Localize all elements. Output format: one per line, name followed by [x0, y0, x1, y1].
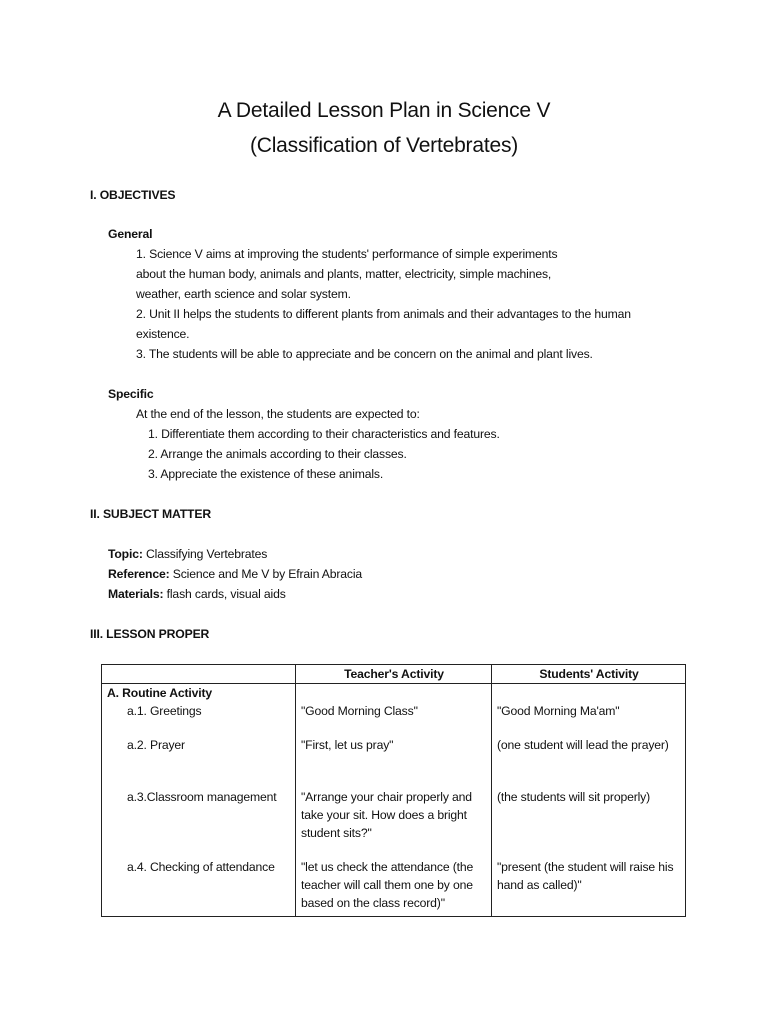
general-line-4: 2. Unit II helps the students to different plants from animals and their advantages to the human: [136, 307, 631, 321]
students-attendance: "present (the student will raise his hand as called)": [497, 860, 674, 892]
reference-label: Reference:: [108, 567, 170, 581]
topic-value: Classifying Vertebrates: [142, 547, 268, 561]
activity-column-cell: [102, 684, 296, 917]
document-title: A Detailed Lesson Plan in Science V: [217, 99, 551, 122]
document-subtitle: (Classification of Vertebrates): [249, 134, 519, 157]
materials-label: Materials:: [108, 587, 164, 601]
general-line-1: 1. Science V aims at improving the students' performance of simple experiments: [136, 247, 558, 261]
header-activity-cell: [102, 665, 296, 684]
objectives-heading: I. OBJECTIVES: [90, 188, 176, 202]
students-greetings: "Good Morning Ma'am": [497, 704, 620, 718]
general-line-6: 3. The students will be able to appreciate and be concern on the animal and plant lives.: [136, 347, 593, 361]
students-prayer: (one student will lead the prayer): [497, 738, 669, 752]
specific-item-1: 1. Differentiate them according to their characteristics and features.: [148, 427, 500, 441]
teacher-greetings: "Good Morning Class": [301, 704, 418, 718]
general-line-2: about the human body, animals and plants, matter, electricity, simple machines,: [136, 267, 552, 281]
activity-greetings: a.1. Greetings: [127, 704, 202, 718]
general-line-3: weather, earth science and solar system.: [136, 287, 351, 301]
table-row: [102, 684, 686, 917]
activity-classroom-management: a.3.Classroom management: [127, 790, 277, 804]
students-classroom-management: (the students will sit properly): [497, 790, 651, 804]
specific-intro: At the end of the lesson, the students are expected to:: [136, 407, 420, 421]
header-teacher: Teacher's Activity: [296, 665, 492, 684]
materials-value: flash cards, visual aids: [163, 587, 286, 601]
specific-item-2: 2. Arrange the animals according to their classes.: [148, 447, 407, 461]
activity-attendance: a.4. Checking of attendance: [127, 860, 275, 874]
teacher-column-cell: [296, 684, 492, 917]
students-column-cell: [492, 684, 686, 917]
reference-line: [108, 566, 362, 582]
topic-line: [108, 546, 267, 562]
materials-line: [108, 586, 286, 602]
teacher-classroom-management: "Arrange your chair properly and take your sit. How does a bright student sits?": [301, 790, 472, 840]
routine-activity-title: A. Routine Activity: [107, 686, 213, 700]
general-line-5: existence.: [136, 327, 190, 341]
topic-label: Topic:: [108, 547, 143, 561]
general-label: General: [108, 227, 153, 241]
teacher-prayer: "First, let us pray": [301, 738, 394, 752]
activity-prayer: a.2. Prayer: [127, 738, 185, 752]
lesson-table: [101, 664, 686, 917]
reference-value: Science and Me V by Efrain Abracia: [169, 567, 363, 581]
teacher-attendance: "let us check the attendance (the teacher will call them one by one based on the class record)": [301, 860, 474, 910]
lesson-proper-heading: III. LESSON PROPER: [90, 627, 210, 641]
table-header-row: [102, 665, 686, 684]
subject-matter-heading: II. SUBJECT MATTER: [90, 507, 211, 521]
header-students: Students' Activity: [492, 665, 686, 684]
specific-label: Specific: [108, 387, 154, 401]
specific-item-3: 3. Appreciate the existence of these animals.: [148, 467, 384, 481]
